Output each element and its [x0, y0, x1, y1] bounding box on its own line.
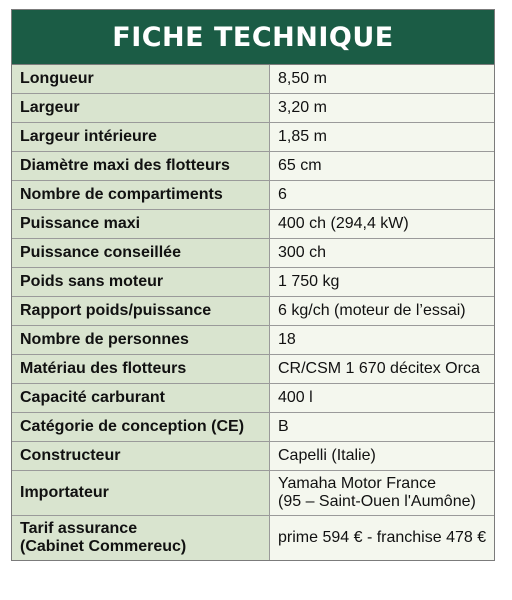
spec-label: Largeur intérieure — [20, 128, 157, 145]
spec-label: Importateur — [20, 484, 109, 501]
spec-row — [12, 516, 494, 561]
spec-value-cell — [270, 442, 495, 471]
spec-label: Capacité carburant — [20, 389, 165, 406]
spec-value-cell — [270, 210, 495, 239]
spec-label: Catégorie de conception (CE) — [20, 418, 245, 435]
spec-value: 1 750 kg — [278, 273, 340, 290]
spec-row — [12, 268, 494, 297]
spec-value: 1,85 m — [278, 128, 327, 145]
spec-row — [12, 152, 494, 181]
spec-sheet-header — [12, 10, 494, 65]
spec-value-cell — [270, 94, 495, 123]
spec-value: 8,50 m — [278, 70, 327, 87]
spec-label-cell — [12, 384, 270, 413]
spec-label: Matériau des flotteurs — [20, 360, 187, 377]
spec-label-cell — [12, 413, 270, 442]
spec-label-cell — [12, 181, 270, 210]
spec-table — [12, 65, 494, 560]
spec-value: 300 ch — [278, 244, 327, 261]
spec-value: 400 l — [278, 389, 313, 406]
spec-value-cell — [270, 355, 495, 384]
spec-label-cell — [12, 152, 270, 181]
spec-value: 18 — [278, 331, 296, 348]
spec-row — [12, 471, 494, 516]
spec-row — [12, 384, 494, 413]
spec-label: Puissance conseillée — [20, 244, 181, 261]
spec-sheet-title: FICHE TECHNIQUE — [112, 21, 394, 53]
spec-label: Nombre de personnes — [20, 331, 189, 348]
spec-label: Diamètre maxi des flotteurs — [20, 157, 230, 174]
spec-value-cell — [270, 384, 495, 413]
spec-label-cell — [12, 210, 270, 239]
spec-value-cell — [270, 268, 495, 297]
spec-label-cell — [12, 442, 270, 471]
spec-label-cell — [12, 65, 270, 94]
spec-row — [12, 123, 494, 152]
spec-label-cell — [12, 326, 270, 355]
spec-label-cell — [12, 297, 270, 326]
spec-row — [12, 442, 494, 471]
spec-value: 6 — [278, 186, 287, 203]
spec-value: 3,20 m — [278, 99, 327, 116]
spec-value: 400 ch (294,4 kW) — [278, 215, 409, 232]
spec-label: Rapport poids/puissance — [20, 302, 212, 319]
spec-value: Capelli (Italie) — [278, 447, 376, 464]
spec-value-cell — [270, 239, 495, 268]
spec-value-cell — [270, 65, 495, 94]
spec-sheet — [11, 9, 495, 561]
spec-row — [12, 355, 494, 384]
spec-row — [12, 239, 494, 268]
spec-label: Largeur — [20, 99, 80, 116]
spec-label-cell — [12, 516, 270, 561]
spec-row — [12, 210, 494, 239]
spec-value-cell — [270, 413, 495, 442]
spec-label: Puissance maxi — [20, 215, 141, 232]
spec-label-cell — [12, 239, 270, 268]
spec-value-cell — [270, 297, 495, 326]
spec-value-cell — [270, 123, 495, 152]
spec-row — [12, 326, 494, 355]
spec-value-cell — [270, 152, 495, 181]
spec-label-cell — [12, 123, 270, 152]
spec-label-cell — [12, 268, 270, 297]
spec-value: 65 cm — [278, 157, 322, 174]
spec-label: Tarif assurance (Cabinet Commereuc) — [20, 520, 187, 555]
spec-row — [12, 65, 494, 94]
spec-row — [12, 413, 494, 442]
spec-value-cell — [270, 326, 495, 355]
spec-row — [12, 94, 494, 123]
spec-label: Longueur — [20, 70, 94, 87]
spec-label: Constructeur — [20, 447, 121, 464]
spec-value: prime 594 € - franchise 478 € — [278, 529, 487, 546]
spec-label-cell — [12, 355, 270, 384]
spec-table-body — [12, 65, 494, 560]
spec-label-cell — [12, 471, 270, 516]
spec-row — [12, 297, 494, 326]
spec-label: Nombre de compartiments — [20, 186, 223, 203]
spec-value: 6 kg/ch (moteur de l’essai) — [278, 302, 466, 319]
spec-value: Yamaha Motor France (95 – Saint-Ouen l'Aumône) — [278, 475, 476, 510]
spec-value-cell — [270, 181, 495, 210]
spec-label: Poids sans moteur — [20, 273, 164, 290]
spec-value-cell — [270, 516, 495, 561]
spec-label-cell — [12, 94, 270, 123]
spec-value: B — [278, 418, 289, 435]
spec-value-cell — [270, 471, 495, 516]
spec-row — [12, 181, 494, 210]
spec-value: CR/CSM 1 670 décitex Orca — [278, 360, 480, 377]
